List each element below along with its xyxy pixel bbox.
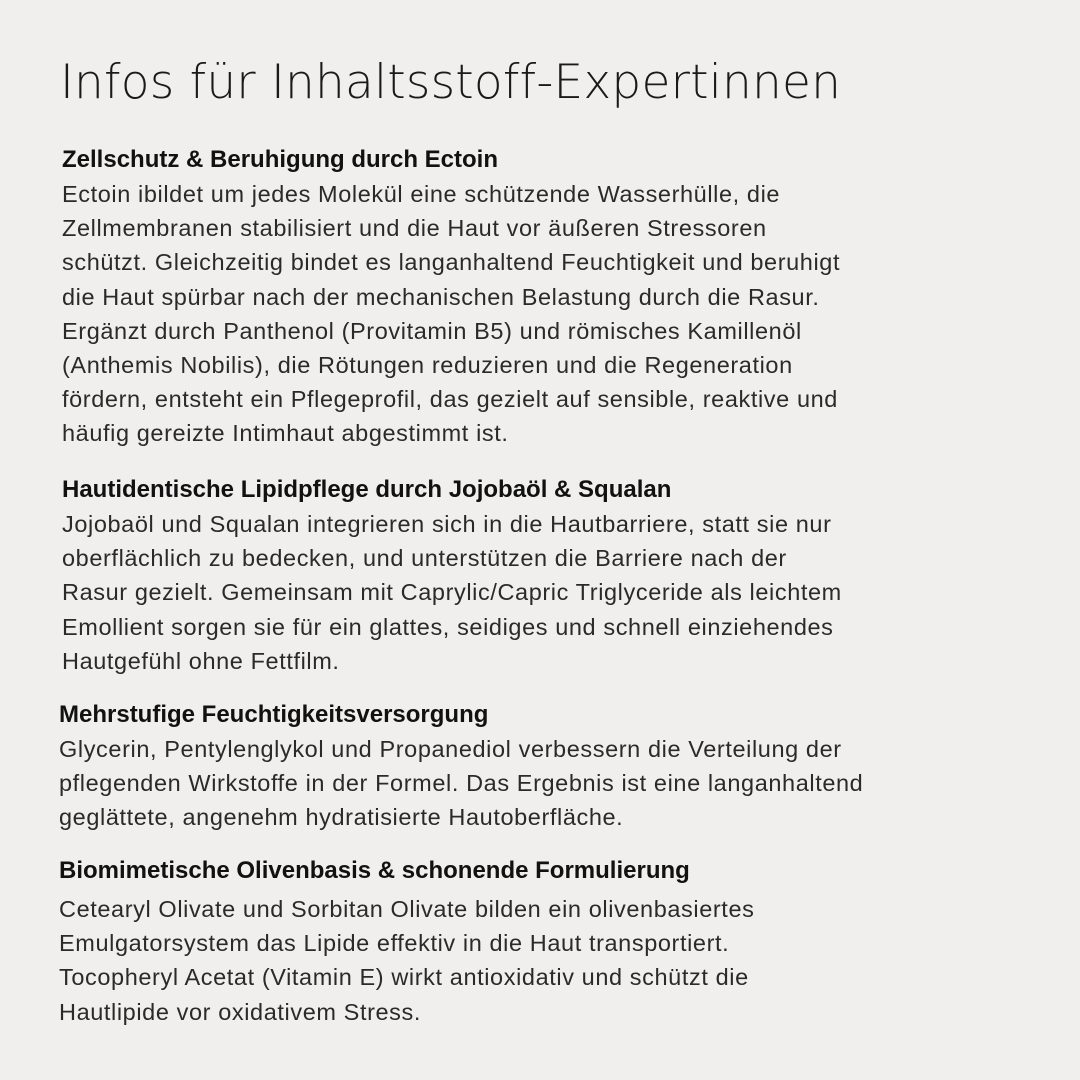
section-feuchtigkeit (59, 698, 1019, 835)
section-olivenbasis (59, 854, 1019, 1029)
body-line: oberflächlich zu bedecken, und unterstützen die Barriere nach der (62, 545, 787, 572)
body-line: Ergänzt durch Panthenol (Provitamin B5) und römisches Kamillenöl (62, 317, 802, 344)
body-line: Emulgatorsystem das Lipide effektiv in die Haut transportiert. (59, 930, 730, 957)
body-line: häufig gereizte Intimhaut abgestimmt ist. (62, 420, 509, 447)
body-line: geglättete, angenehm hydratisierte Hautoberfläche. (59, 804, 624, 831)
body-line: (Anthemis Nobilis), die Rötungen reduzieren und die Regeneration (62, 352, 793, 379)
section-body (62, 177, 1022, 451)
body-line: Rasur gezielt. Gemeinsam mit Caprylic/Capric Triglyceride als leichtem (62, 579, 842, 606)
section-body (59, 732, 1019, 835)
section-heading: Mehrstufige Feuchtigkeitsversorgung (59, 701, 489, 728)
section-heading: Zellschutz & Beruhigung durch Ectoin (62, 146, 499, 173)
body-line: Jojobaöl und Squalan integrieren sich in die Hautbarriere, statt sie nur (62, 511, 832, 537)
body-line: Hautgefühl ohne Fettfilm. (62, 647, 340, 674)
body-line: die Haut spürbar nach der mechanischen Belastung durch die Rasur. (62, 283, 820, 310)
section-body (62, 507, 1022, 678)
body-line: pflegenden Wirkstoffe in der Formel. Das Ergebnis ist eine langanhaltend (59, 770, 864, 797)
body-line: Tocopheryl Acetat (Vitamin E) wirkt antioxidativ und schützt die (59, 964, 749, 991)
section-ectoin (62, 143, 1022, 451)
body-line: schützt. Gleichzeitig bindet es langanhaltend Feuchtigkeit und beruhigt (62, 249, 841, 276)
section-heading: Biomimetische Olivenbasis & schonende Formulierung (59, 857, 690, 884)
body-line: Cetearyl Olivate und Sorbitan Olivate bilden ein olivenbasiertes (59, 896, 755, 922)
body-line: Zellmembranen stabilisiert und die Haut vor äußeren Stressoren (62, 215, 767, 242)
body-line: Glycerin, Pentylenglykol und Propanediol verbessern die Verteilung der (59, 736, 842, 762)
body-line: Hautlipide vor oxidativem Stress. (59, 998, 421, 1025)
section-body (59, 892, 1019, 1029)
body-line: fördern, entsteht ein Pflegeprofil, das gezielt auf sensible, reaktive und (62, 386, 838, 413)
body-line: Ectoin ibildet um jedes Molekül eine schützende Wasserhülle, die (62, 181, 781, 207)
body-line: Emollient sorgen sie für ein glattes, seidiges und schnell einziehendes (62, 613, 834, 640)
page-title: Infos für Inhaltsstoff-Expertinnen (60, 55, 842, 110)
section-lipidpflege (62, 473, 1022, 678)
section-heading: Hautidentische Lipidpflege durch Jojobaöl & Squalan (62, 476, 672, 503)
